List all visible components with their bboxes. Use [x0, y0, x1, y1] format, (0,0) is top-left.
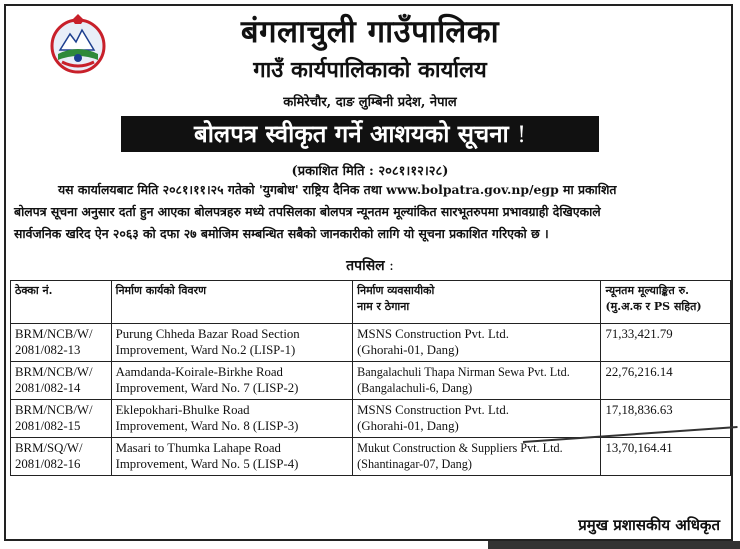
- vendor-cell: [353, 438, 601, 476]
- header-amount: [601, 281, 731, 324]
- table-row: [11, 400, 731, 438]
- work-cell: [111, 438, 353, 476]
- cell-line: MSNS Construction Pvt. Ltd.: [357, 403, 509, 417]
- cell-line: Mukut Construction & Suppliers Pvt. Ltd.: [357, 441, 563, 455]
- office-name: बंगलाचुली गाउँपालिका: [240, 14, 500, 50]
- amount-cell: 71,33,421.79: [601, 324, 731, 362]
- header-vendor-line: नाम र ठेगाना: [357, 300, 410, 313]
- office-address: कमिरेचौर, दाङ लुम्बिनी प्रदेश, नेपाल: [283, 95, 457, 110]
- table-header-row: [11, 281, 731, 324]
- schedule-heading: [0, 256, 740, 275]
- footer-bar: [488, 541, 740, 549]
- work-cell: [111, 362, 353, 400]
- notice-title: बोलपत्र स्वीकृत गर्ने आशयको सूचना: [194, 119, 509, 148]
- cell-line: Improvement, Ward No. 7 (LISP-2): [115, 381, 299, 395]
- cell-line: (Ghorahi-01, Dang): [357, 343, 459, 357]
- cell-line: 2081/082-16: [15, 457, 81, 471]
- signatory-title: प्रमुख प्रशासकीय अधिकृत: [578, 516, 720, 534]
- contracts-table: [10, 280, 731, 476]
- contract-no-cell: [11, 400, 112, 438]
- contract-no-cell: [11, 438, 112, 476]
- cell-line: MSNS Construction Pvt. Ltd.: [357, 327, 509, 341]
- cell-line: Aamdanda-Koirale-Birkhe Road: [115, 365, 283, 379]
- schedule-colon: :: [384, 258, 394, 274]
- contract-no-cell: [11, 324, 112, 362]
- cell-line: BRM/NCB/W/: [15, 365, 93, 379]
- work-cell: [111, 324, 353, 362]
- contract-no-cell: [11, 362, 112, 400]
- header-amount-line: (मु.अ.क र PS सहित): [605, 300, 702, 313]
- header-vendor-line: निर्माण व्यवसायीको: [357, 284, 435, 297]
- notice-body-line: यस कार्यालयबाट मिति २०८१।११।२५ गतेको 'युगबोध' राष्ट्रिय दैनिक तथा www.bolpatra.gov.np/egp मा प्रकाशित: [58, 182, 617, 197]
- table-row: [11, 362, 731, 400]
- office-subtitle: गाउँ कार्यपालिकाको कार्यालय: [253, 57, 487, 83]
- vendor-cell: [353, 324, 601, 362]
- cell-line: Improvement, Ward No. 5 (LISP-4): [115, 457, 299, 471]
- cell-line: BRM/NCB/W/: [15, 327, 93, 341]
- notice-body: [14, 179, 728, 245]
- vendor-cell: [353, 400, 601, 438]
- cell-line: Bangalachuli Thapa Nirman Sewa Pvt. Ltd.: [357, 365, 570, 379]
- published-date: (प्रकाशित मिति : २०८१।१२।२८): [291, 164, 449, 179]
- header-amount-line: न्यूनतम मूल्याङ्कित रु.: [605, 284, 690, 297]
- work-cell: [111, 400, 353, 438]
- cell-line: 2081/082-15: [15, 419, 81, 433]
- cell-line: (Bangalachuli-6, Dang): [357, 381, 473, 395]
- cell-line: Improvement, Ward No.2 (LISP-1): [115, 343, 296, 357]
- header-vendor: [353, 281, 601, 324]
- notice-title-mark: !: [517, 123, 526, 148]
- cell-line: Eklepokhari-Bhulke Road: [115, 403, 250, 417]
- notice-body-line: सार्वजनिक खरिद ऐन २०६३ को दफा २७ बमोजिम सम्बन्धित सबैको जानकारीको लागि यो सूचना प्रकाशित गरिएको छ ।: [14, 226, 549, 241]
- cell-line: BRM/SQ/W/: [15, 441, 83, 455]
- cell-line: 2081/082-14: [15, 381, 81, 395]
- amount-cell: 13,70,164.41: [601, 438, 731, 476]
- vendor-cell: [353, 362, 601, 400]
- cell-line: Purung Chheda Bazar Road Section: [115, 327, 300, 341]
- notice-body-line: बोलपत्र सूचना अनुसार दर्ता हुन आएका बोलपत्रहरु मध्ये तपसिलका बोलपत्र न्यूनतम मूल्यांकित सारभूतरुपमा प्रभावग्राही देखिएकाले: [14, 204, 601, 219]
- table-row: [11, 324, 731, 362]
- amount-cell: 17,18,836.63: [601, 400, 731, 438]
- cell-line: Improvement, Ward No. 8 (LISP-3): [115, 419, 299, 433]
- header-contract-no: ठेक्का नं.: [11, 281, 112, 324]
- cell-line: 2081/082-13: [15, 343, 81, 357]
- cell-line: Masari to Thumka Lahape Road: [115, 441, 281, 455]
- table-row: [11, 438, 731, 476]
- cell-line: (Ghorahi-01, Dang): [357, 419, 459, 433]
- notice-title-banner: [121, 116, 599, 152]
- cell-line: (Shantinagar-07, Dang): [357, 457, 472, 471]
- schedule-label: तपसिल: [346, 258, 385, 274]
- header-work-description: निर्माण कार्यको विवरण: [111, 281, 353, 324]
- amount-cell: 22,76,216.14: [601, 362, 731, 400]
- cell-line: BRM/NCB/W/: [15, 403, 93, 417]
